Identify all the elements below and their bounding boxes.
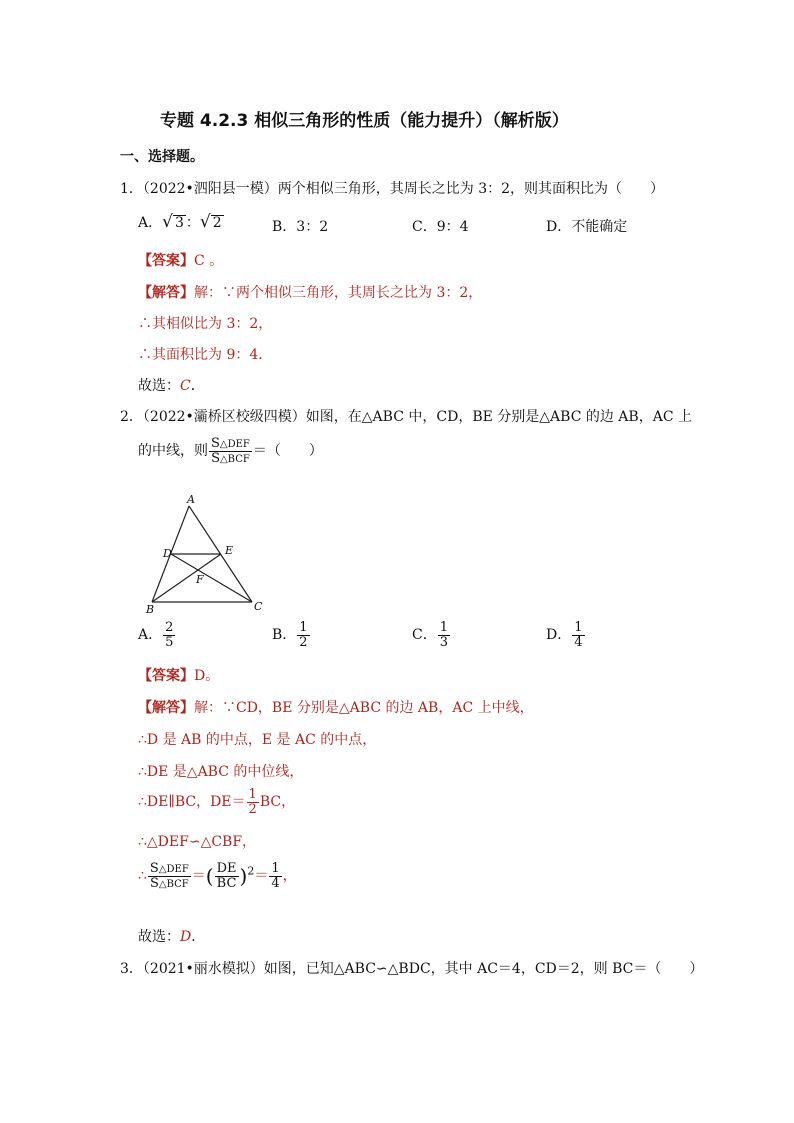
triangle-figure [140, 492, 270, 618]
label-c: C [254, 600, 263, 613]
label-e: E [225, 544, 234, 557]
area-ratio-fraction: $\frac{\text{S△DEF}}{\text{S△BCF}}$ [211, 436, 250, 466]
q2-choose: 故选：D． [138, 929, 206, 945]
q1-option-a: A． √ 3 ： √ 2 [138, 212, 222, 232]
q2-solution-line2: ∴D 是 AB 的中点，E 是 AC 的中点， [138, 732, 377, 748]
q2-solution-line3: ∴DE 是△ABC 的中位线， [138, 764, 304, 780]
section-heading: 一、选择题。 [120, 149, 204, 165]
option-label: A． [138, 215, 163, 231]
q1-choose: 故选：C． [138, 378, 205, 394]
q2-answer: 【答案】D。 [138, 668, 220, 684]
sqrt-3: √ 3 [162, 212, 184, 232]
q2-option-d: D． $\frac{1}{4}$ [546, 620, 583, 650]
label-b: B [146, 603, 155, 616]
q1-option-b: B．3：2 [272, 219, 329, 235]
page-title: 专题 4.2.3 相似三角形的性质（能力提升）（解析版） [160, 111, 569, 131]
label-f: F [196, 573, 204, 586]
question-2-stem-line2: 的中线，则 $\frac{\text{S△DEF}}{\text{S△BCF}}$ ＝（ ） [138, 436, 323, 466]
label-d: D [163, 547, 172, 560]
q2-solution-line1: 【解答】解：∵CD，BE 分别是△ABC 的边 AB，AC 上中线， [138, 700, 534, 716]
q2-option-b: B． $\frac{1}{2}$ [272, 620, 308, 650]
q2-solution-line4: ∴DE∥BC，DE＝ $\frac{1}{2}$ BC， [138, 787, 296, 817]
q1-answer: 【答案】C 。 [138, 253, 224, 269]
q1-option-d: D．不能确定 [546, 219, 628, 235]
sqrt-2: √ 2 [199, 212, 222, 232]
q2-solution-line6: ∴ $\frac{\text{S△DEF}}{\text{S△BCF}}$ ＝( $\frac{DE}{BC}$ )$^2$＝ $\frac{1}{4}$ ， [138, 861, 297, 891]
q2-option-c: C． $\frac{1}{3}$ [412, 620, 448, 650]
question-1-stem: 1．（2022•泗阳县一模）两个相似三角形，其周长之比为 3：2，则其面积比为（ ） [120, 181, 665, 197]
q1-solution-line3: ∴其面积比为 9：4． [138, 347, 273, 363]
question-3-stem: 3．（2021•丽水模拟）如图，已知△ABC∽△BDC，其中 AC＝4，CD＝2，则 BC＝（ ） [120, 961, 704, 977]
q2-solution-line5: ∴△DEF∽△CBF， [138, 834, 257, 850]
q2-option-a: A． $\frac{2}{5}$ [138, 620, 174, 650]
q1-solution-line1: 【解答】解：∵两个相似三角形，其周长之比为 3：2， [138, 285, 483, 301]
q1-solution-line2: ∴其相似比为 3：2， [138, 316, 273, 332]
question-2-stem-line1: 2．（2022•灞桥区校级四模）如图，在△ABC 中，CD，BE 分别是△ABC 的边 AB，AC 上 [120, 409, 692, 425]
label-a: A [187, 493, 195, 506]
q1-option-c: C．9：4 [412, 219, 469, 235]
